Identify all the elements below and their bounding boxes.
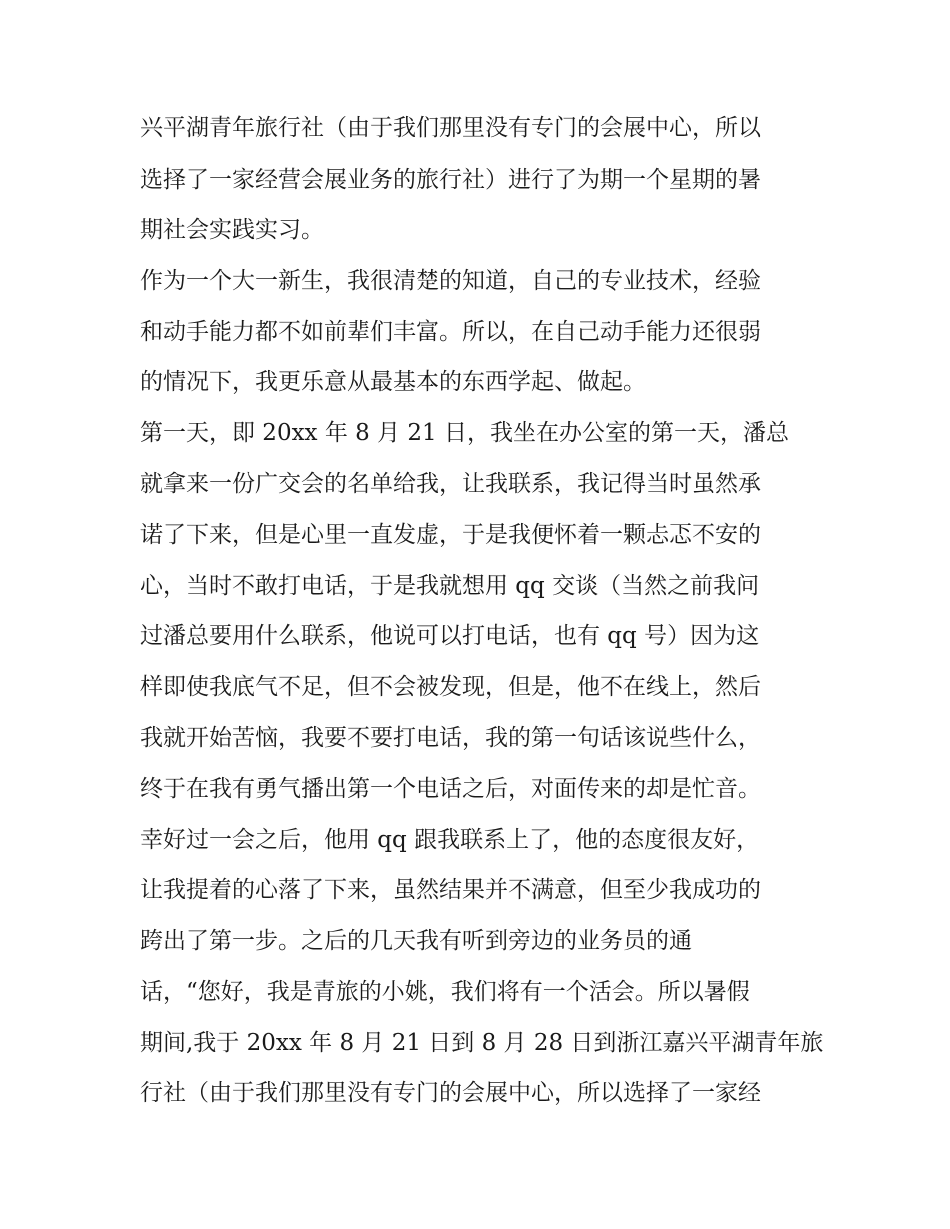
text-line: 选择了一家经营会展业务的旅行社）进行了为期一个星期的暑 <box>140 167 761 193</box>
text-line: 兴平湖青年旅行社（由于我们那里没有专门的会展中心，所以 <box>140 115 761 141</box>
text-line: 终于在我有勇气播出第一个电话之后，对面传来的却是忙音。 <box>140 776 761 802</box>
text-line: 让我提着的心落了下来，虽然结果并不满意，但至少我成功的 <box>140 877 761 903</box>
text-line: 样即使我底气不足，但不会被发现，但是，他不在线上，然后 <box>140 674 761 700</box>
text-line: 就拿来一份广交会的名单给我，让我联系，我记得当时虽然承 <box>140 471 761 497</box>
text-line: 过潘总要用什么联系，他说可以打电话，也有 qq 号）因为这 <box>140 623 760 649</box>
text-line: 诺了下来，但是心里一直发虚，于是我便怀着一颗忐忑不安的 <box>140 522 761 548</box>
text-line: 期社会实践实习。 <box>140 217 324 243</box>
text-line: 的情况下，我更乐意从最基本的东西学起、做起。 <box>140 369 646 395</box>
text-line: 行社（由于我们那里没有专门的会展中心，所以选择了一家经 <box>140 1080 761 1106</box>
text-line: 心，当时不敢打电话，于是我就想用 qq 交谈（当然之前我问 <box>140 573 760 599</box>
text-line: 话，“您好，我是青旅的小姚，我们将有一个活会。所以暑假 <box>140 979 750 1005</box>
text-line: 第一天，即 20xx 年 8 月 21 日，我坐在办公室的第一天，潘总 <box>140 420 789 446</box>
text-line: 我就开始苦恼，我要不要打电话，我的第一句话该说些什么， <box>140 725 761 751</box>
text-line: 和动手能力都不如前辈们丰富。所以，在自己动手能力还很弱 <box>140 319 761 345</box>
text-line: 作为一个大一新生，我很清楚的知道，自己的专业技术，经验 <box>140 268 761 294</box>
text-line: 期间,我于 20xx 年 8 月 21 日到 8 月 28 日到浙江嘉兴平湖青年旅 <box>140 1030 824 1056</box>
text-line: 幸好过一会之后，他用 qq 跟我联系上了，他的态度很友好， <box>140 827 760 853</box>
text-line: 跨出了第一步。之后的几天我有听到旁边的业务员的通 <box>140 928 692 954</box>
